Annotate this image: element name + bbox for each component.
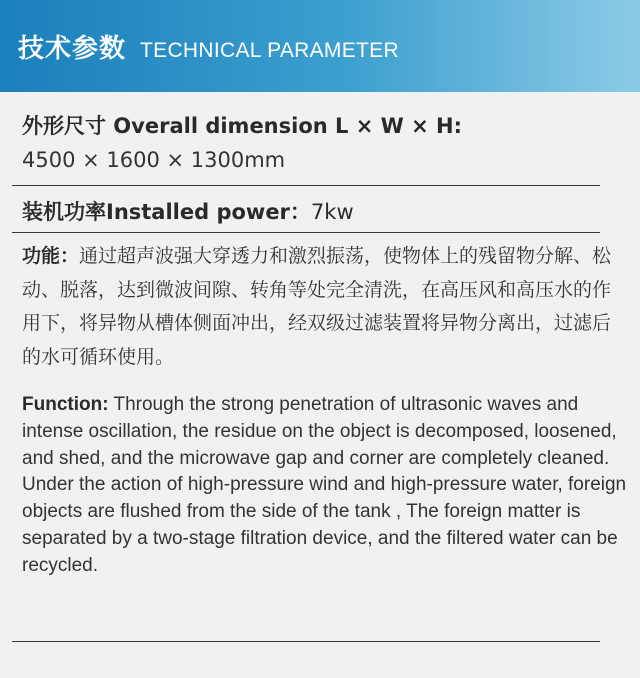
function-en-label: Function: — [22, 394, 109, 415]
function-cn-text: 通过超声波强大穿透力和激烈振荡，使物体上的残留物分解、松动、脱落，达到微波间隙、转角等处完全清洗，在高压风和高压水的作用下，将异物从槽体侧面冲出，经双级过滤装置将异物分离出，过滤后的水可循环使用。 — [22, 245, 612, 368]
divider — [12, 185, 600, 186]
function-cn-paragraph — [22, 240, 622, 374]
section-title-cn: 技术参数 — [18, 34, 127, 64]
power-label: 装机功率Installed power： — [22, 200, 311, 224]
section-header — [0, 0, 640, 92]
divider — [12, 232, 600, 233]
power-value: 7kw — [310, 200, 354, 224]
function-cn-label: 功能： — [22, 245, 80, 267]
function-en-text: Through the strong penetration of ultrasonic waves and intense oscillation, the residue on the object is decomposed, loosened, and shed, and the microwave gap and corner are completely cleaned. Under the action of high-pressure wind and high-pressure water, foreign objects are flushed from the side of the tank , The foreign matter is separated by a two-stage filtration device, and the filtered water can be recycled. — [22, 394, 627, 576]
dimension-label: 外形尺寸 Overall dimension L × W × H: — [22, 114, 462, 138]
function-en-paragraph — [22, 392, 632, 580]
section-title — [18, 28, 399, 65]
section-title-en: TECHNICAL PARAMETER — [140, 39, 399, 62]
power-row — [22, 196, 354, 226]
dimension-value: 4500 × 1600 × 1300mm — [22, 148, 286, 172]
divider — [12, 641, 600, 642]
